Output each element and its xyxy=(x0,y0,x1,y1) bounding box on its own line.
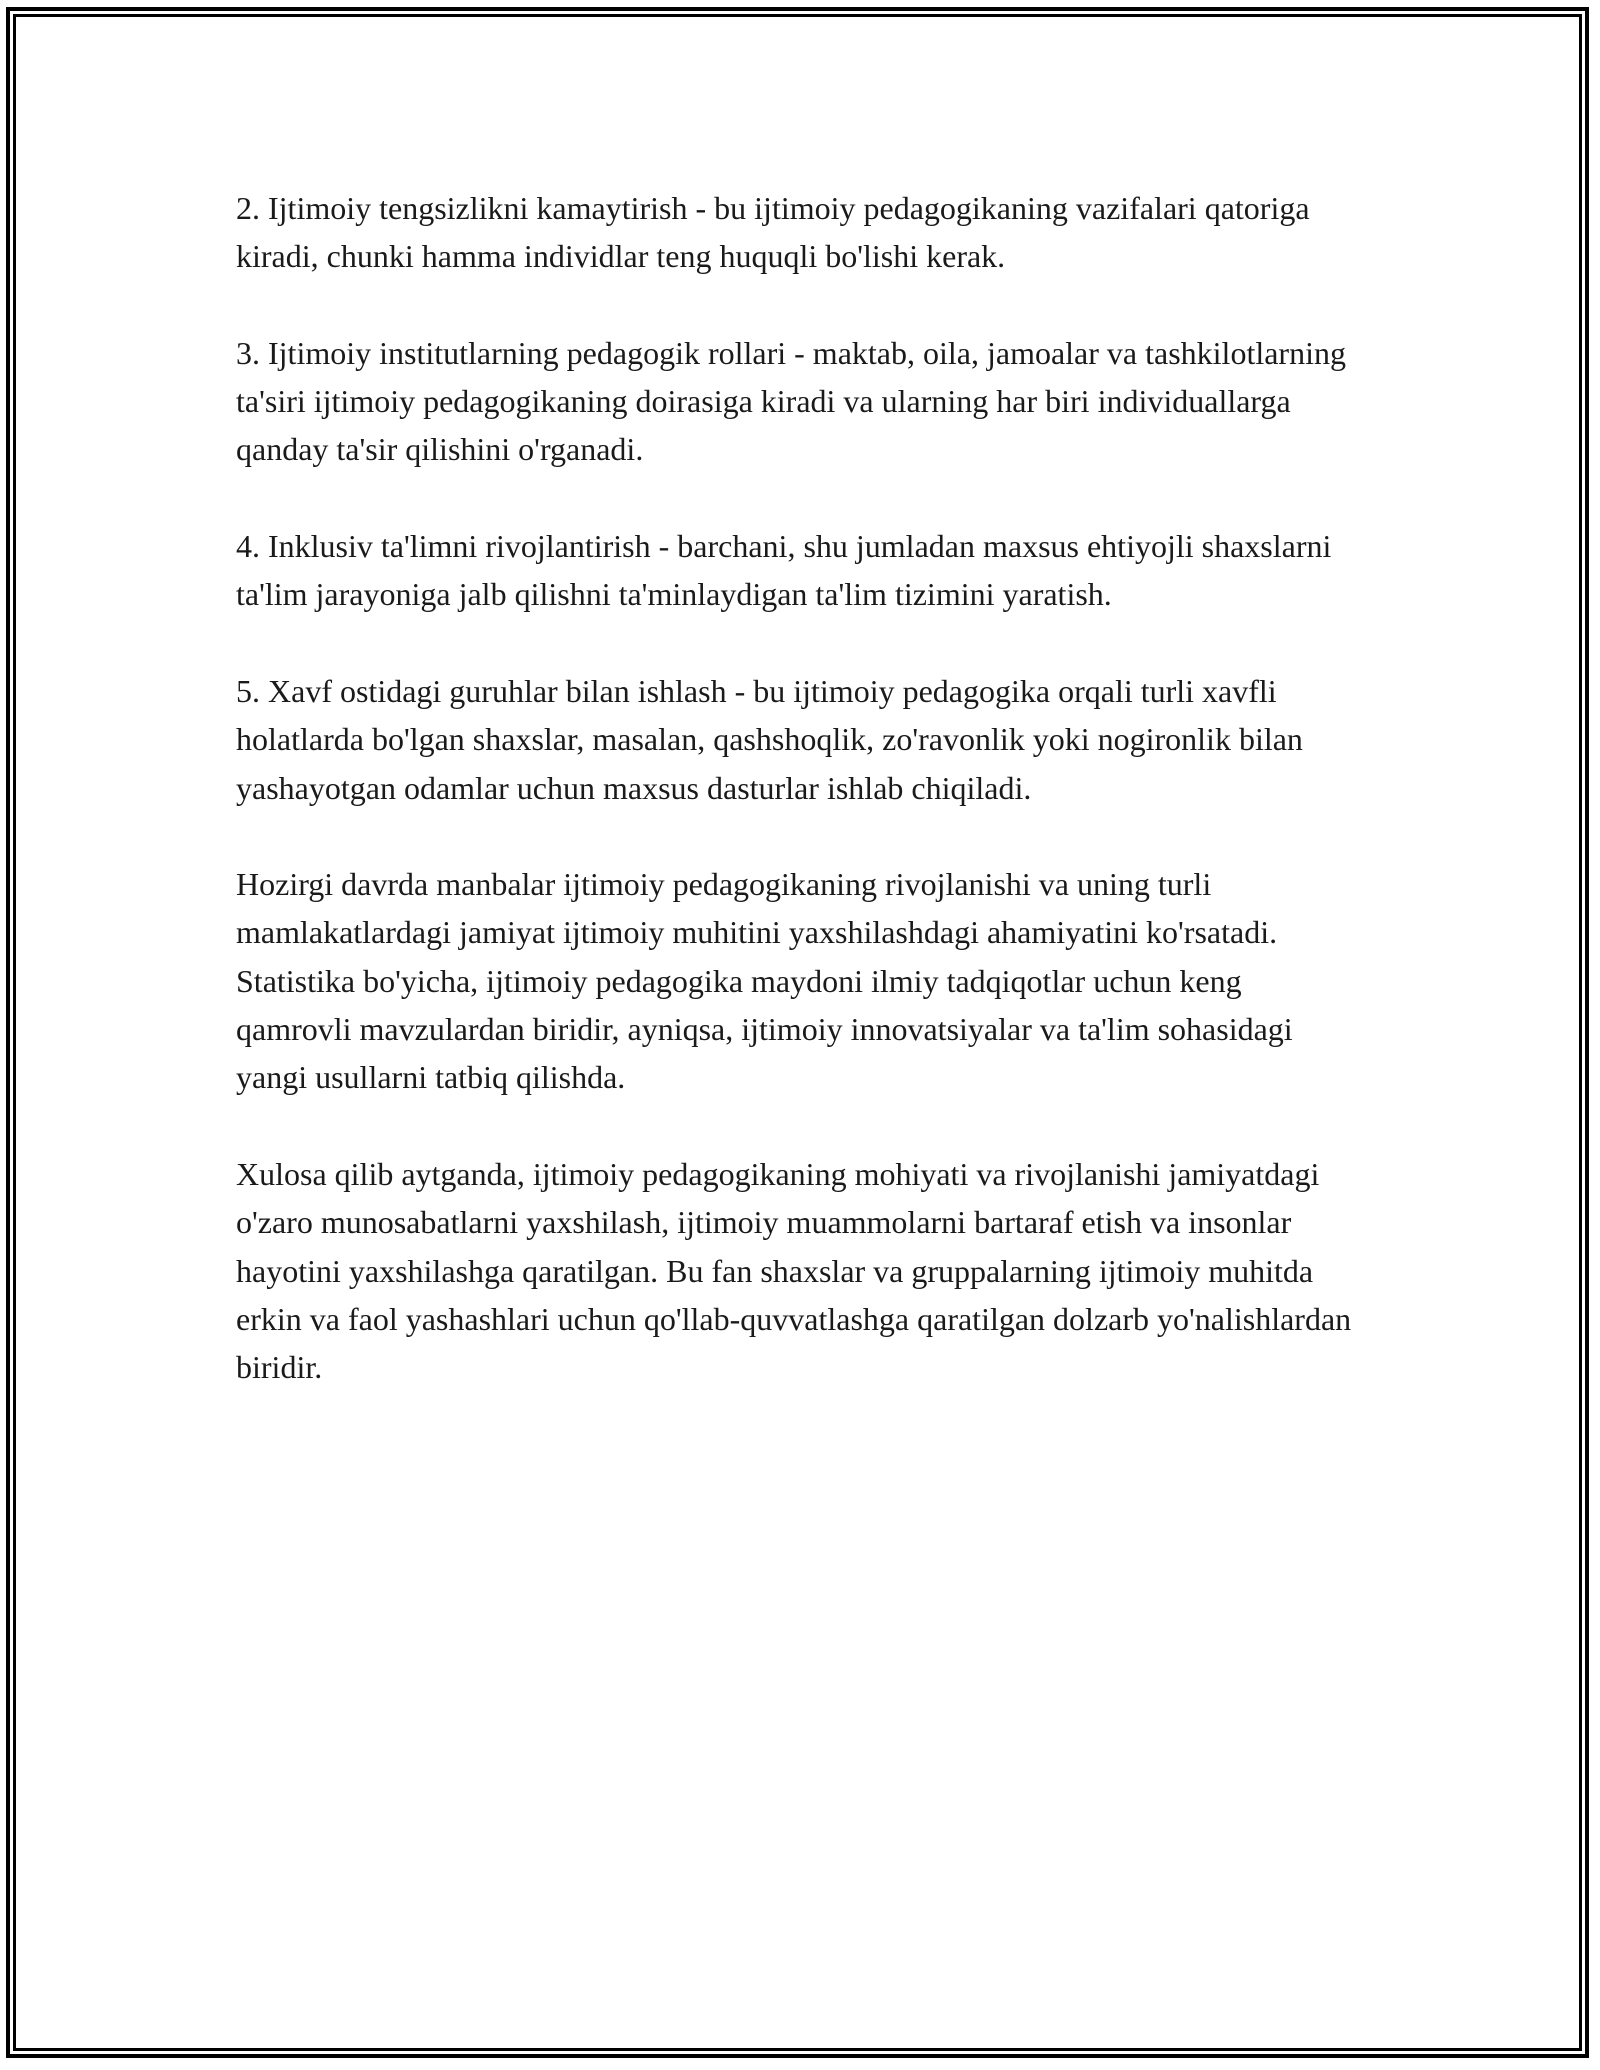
paragraph-item-4: 4. Inklusiv ta'limni rivojlantirish - barchani, shu jumladan maxsus ehtiyojli shaxslarni ta'lim jarayoniga jalb qilishni ta'minlaydigan ta'lim tizimini yaratish. xyxy=(236,528,1332,613)
paragraph-item-5: 5. Xavf ostidagi guruhlar bilan ishlash - bu ijtimoiy pedagogika orqali turli xavfli holatlarda bo'lgan shaxslar, masalan, qashshoqlik, zo'ravonlik yoki nogironlik bilan yashayotgan odamlar uchun maxsus dasturlar ishlab chiqiladi. xyxy=(236,672,1303,806)
paragraph-item-3: 3. Ijtimoiy institutlarning pedagogik rollari - maktab, oila, jamoalar va tashkilotlarning ta'siri ijtimoiy pedagogikaning doirasiga kiradi va ularning har biri individuallarga qanday ta'sir qilishini o'rganadi. xyxy=(236,334,1346,468)
document-body xyxy=(236,184,1361,1440)
paragraph-current-sources: Hozirgi davrda manbalar ijtimoiy pedagogikaning rivojlanishi va uning turli mamlakatlardagi jamiyat ijtimoiy muhitini yaxshilashdagi ahamiyatini ko'rsatadi. Statistika bo'yicha, ijtimoiy pedagogika maydoni ilmiy tadqiqotlar uchun keng qamrovli mavzulardan biridir, ayniqsa, ijtimoiy innovatsiyalar va ta'lim sohasidagi yangi usullarni tatbiq qilishda. xyxy=(236,866,1293,1096)
paragraph-conclusion: Xulosa qilib aytganda, ijtimoiy pedagogikaning mohiyati va rivojlanishi jamiyatdagi o'zaro munosabatlarni yaxshilash, ijtimoiy muammolarni bartaraf etish va insonlar hayotini yaxshilashga qaratilgan. Bu fan shaxslar va gruppalarning ijtimoiy muhitda erkin va faol yashashlari uchun qo'llab-quvvatlashga qaratilgan dolzarb yo'nalishlardan biridir. xyxy=(236,1155,1352,1386)
paragraph-item-2: 2. Ijtimoiy tengsizlikni kamaytirish - bu ijtimoiy pedagogikaning vazifalari qatoriga kiradi, chunki hamma individlar teng huquqli bo'lishi kerak. xyxy=(236,190,1310,275)
